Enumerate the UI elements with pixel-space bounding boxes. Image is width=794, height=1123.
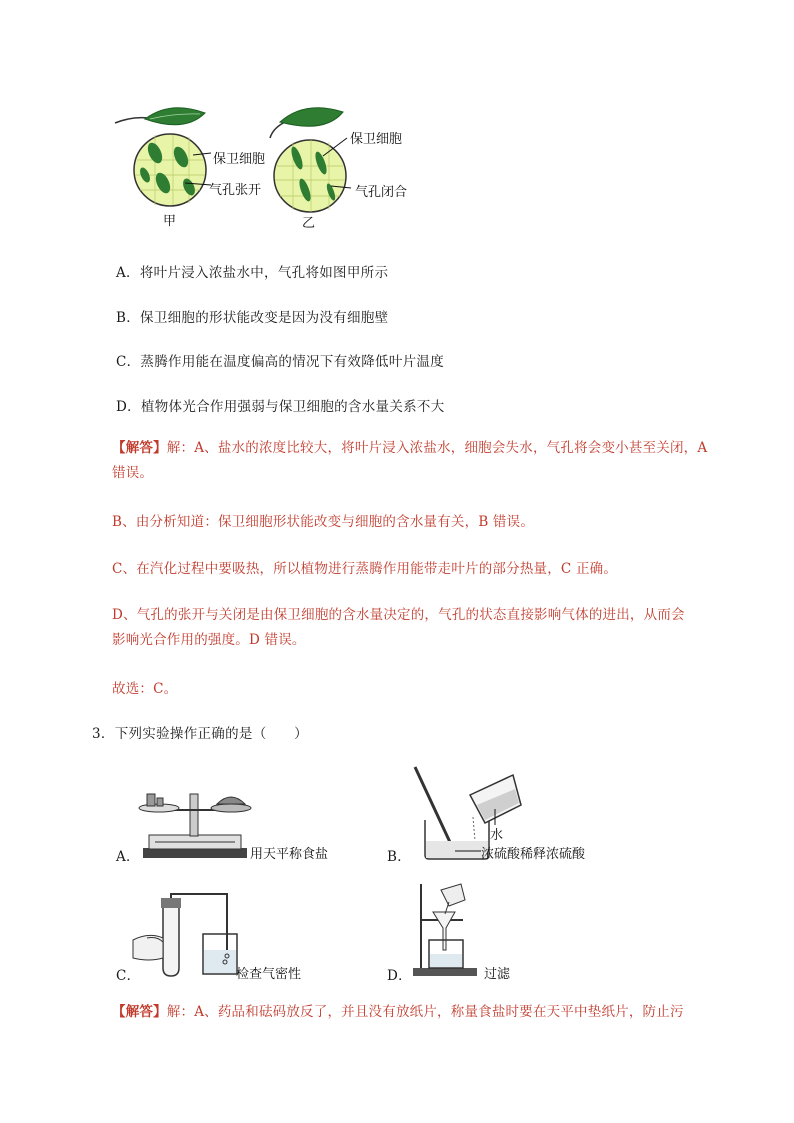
stoma-open-label: 气孔张开 xyxy=(209,183,262,198)
q3-option-d-caption: 过滤 xyxy=(484,967,511,982)
stoma-closed-label: 气孔闭合 xyxy=(355,185,408,200)
q2-option-b: B．保卫细胞的形状能改变是因为没有细胞壁 xyxy=(116,310,389,326)
filtration-illustration xyxy=(405,880,485,980)
balance-scale-illustration xyxy=(135,780,250,860)
q3-option-c-caption: 检查气密性 xyxy=(236,967,302,982)
stomata-closed-illustration xyxy=(265,108,355,208)
q2-answer-d-line2: 影响光合作用的强度。D 错误。 xyxy=(112,632,306,648)
q2-answer-a-line2: 错误。 xyxy=(112,465,154,481)
q2-answer-tag: 【解答】 xyxy=(112,440,167,456)
q3-answer-line1: 解：A、药品和砝码放反了，并且没有放纸片，称量食盐时要在天平中垫纸片，防止污 xyxy=(166,1004,684,1020)
q3-option-b-caption: 浓硫酸稀释浓硫酸 xyxy=(481,847,586,862)
guard-cell-label-left: 保卫细胞 xyxy=(213,152,266,167)
figure-caption-yi: 乙 xyxy=(302,216,316,231)
q2-answer-d xyxy=(112,603,732,653)
q2-option-d: D．植物体光合作用强弱与保卫细胞的含水量关系不大 xyxy=(116,399,445,415)
q2-answer-a-line1: 解：A、盐水的浓度比较大，将叶片浸入浓盐水，细胞会失水，气孔将会变小甚至关闭，A xyxy=(166,440,708,456)
q3-answer-tag: 【解答】 xyxy=(112,1004,167,1020)
q2-conclusion: 故选：C。 xyxy=(112,681,178,697)
q3-option-d-letter: D． xyxy=(387,968,412,984)
q3-stem: 3．下列实验操作正确的是（ ） xyxy=(92,726,308,742)
guard-cell-label-right: 保卫细胞 xyxy=(350,132,403,147)
q2-answer-d-line1: D、气孔的张开与关闭是由保卫细胞的含水量决定的，气孔的状态直接影响气体的进出，从而会 xyxy=(112,607,685,623)
figure-caption-jia: 甲 xyxy=(163,214,177,229)
q2-option-c: C．蒸腾作用能在温度偏高的情况下有效降低叶片温度 xyxy=(116,354,445,370)
q3-option-b-letter: B． xyxy=(387,849,412,865)
q2-option-a: A．将叶片浸入浓盐水中，气孔将如图甲所示 xyxy=(116,265,389,281)
q3-option-c-letter: C． xyxy=(116,968,141,984)
stomata-open-illustration xyxy=(115,105,205,205)
q3-option-a-caption: 用天平称食盐 xyxy=(250,847,329,862)
q2-answer-b: B、由分析知道：保卫细胞形状能改变与细胞的含水量有关，B 错误。 xyxy=(112,514,535,530)
q2-answer-c: C、在汽化过程中要吸热，所以植物进行蒸腾作用能带走叶片的部分热量，C 正确。 xyxy=(112,561,618,577)
q3-answer xyxy=(112,1000,732,1025)
q2-answer-a xyxy=(112,436,722,486)
q3-option-a-letter: A． xyxy=(116,849,140,865)
q3-option-b-water-label: 水 xyxy=(490,828,504,843)
airtightness-check-illustration xyxy=(133,892,238,982)
